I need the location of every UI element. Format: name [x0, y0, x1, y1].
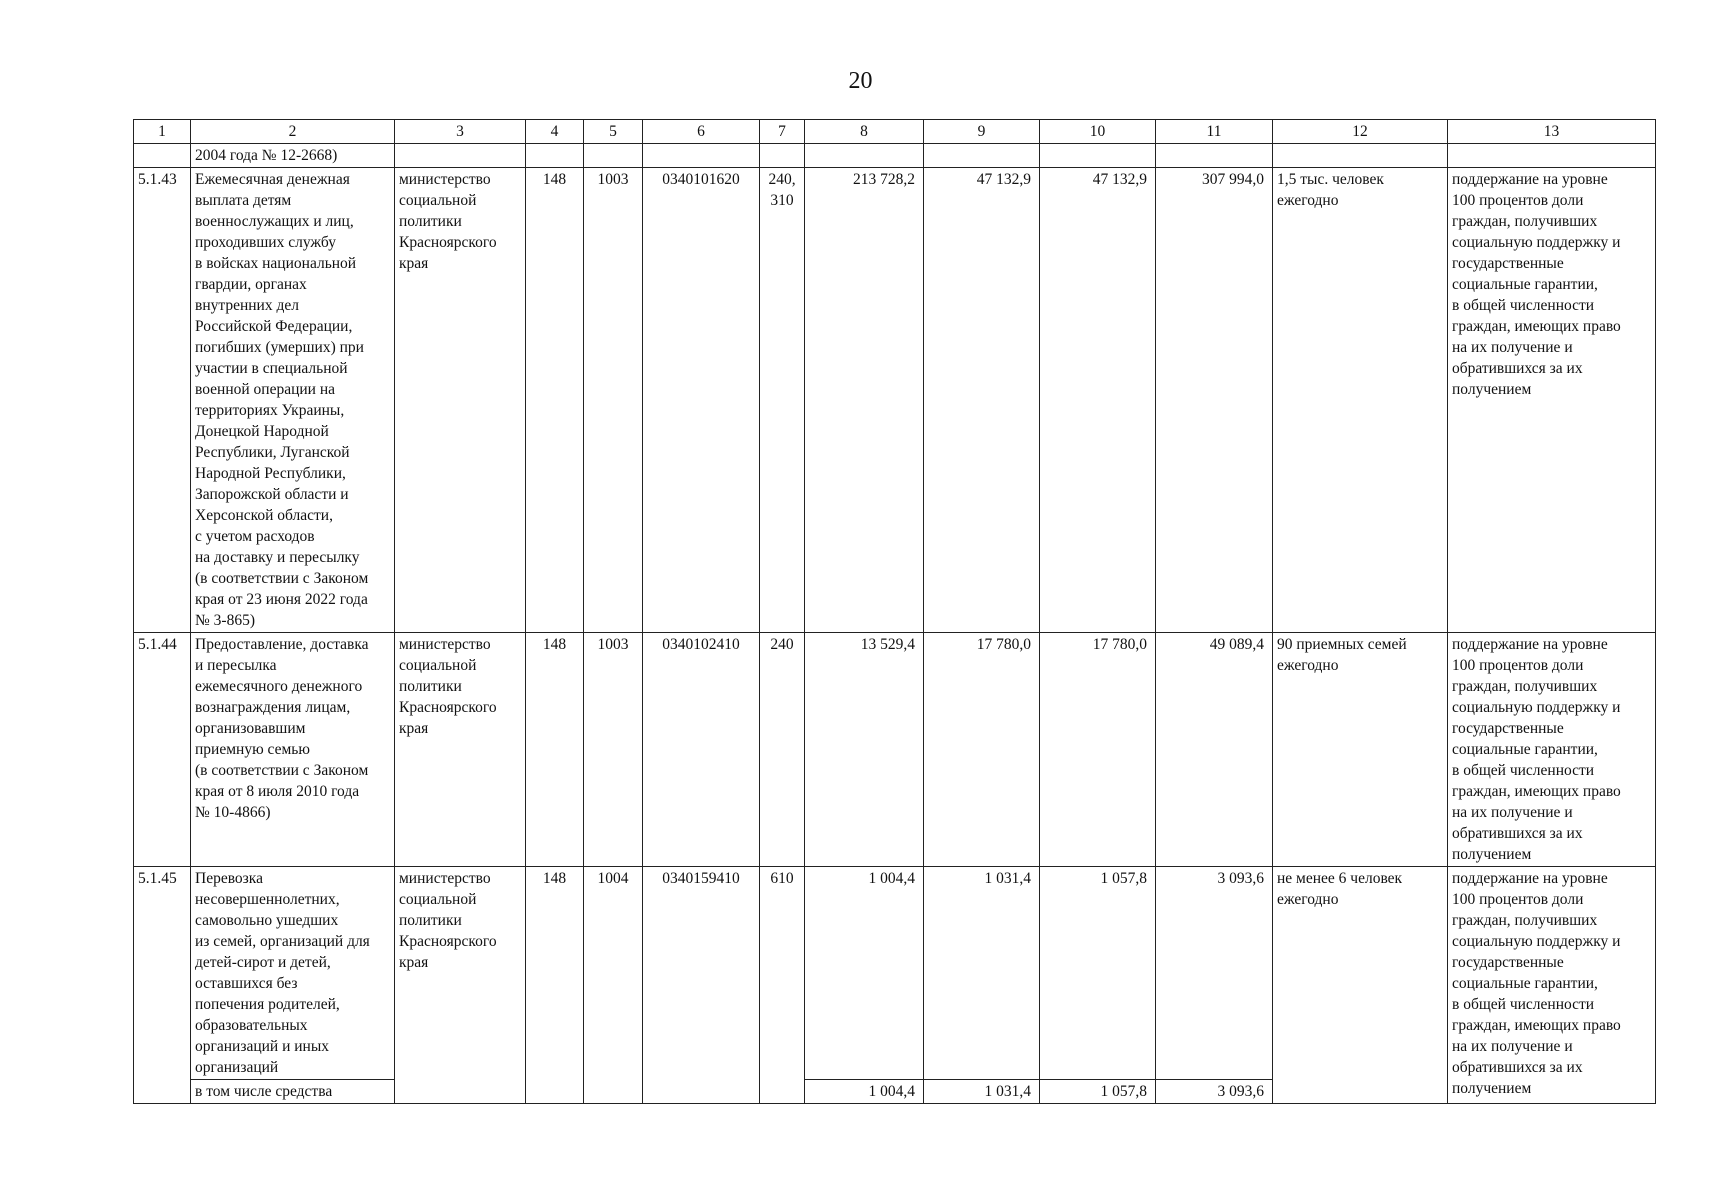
column-header: 5: [584, 120, 643, 144]
csr-code: 0340101620: [643, 168, 760, 633]
grbs-code: 148: [526, 168, 584, 633]
column-header: 12: [1273, 120, 1448, 144]
subtotal-year1: 1 004,4: [805, 1080, 924, 1104]
expected-result: 1,5 тыс. человек ежегодно: [1273, 168, 1448, 633]
column-header: 3: [395, 120, 526, 144]
subtotal-label: в том числе средства: [191, 1080, 395, 1104]
column-header: 9: [924, 120, 1040, 144]
activity-name: Перевозка несовершеннолетних, самовольно ушедших из семей, организаций для детей-сирот и детей, оставшихся без попечения родителей, образовательных организаций и иных организаций: [191, 867, 395, 1080]
rzpr-code: 1003: [584, 633, 643, 867]
rzpr-code: 1004: [584, 867, 643, 1104]
column-header: 13: [1448, 120, 1656, 144]
expected-result: не менее 6 человек ежегодно: [1273, 867, 1448, 1104]
subtotal-year2: 1 031,4: [924, 1080, 1040, 1104]
continuation-row: [134, 144, 1656, 168]
total-amount: 307 994,0: [1156, 168, 1273, 633]
goal-text: поддержание на уровне 100 процентов доли граждан, получивших социальную поддержку и государственные социальные гарантии, в общей численности граждан, имеющих право на их получение и обратившихся за их получением: [1448, 867, 1656, 1104]
executor: министерство социальной политики Красноярского края: [395, 168, 526, 633]
column-number-row: [134, 120, 1656, 144]
table-row: [134, 168, 1656, 633]
vr-code: 240, 310: [760, 168, 805, 633]
column-header: 7: [760, 120, 805, 144]
column-header: 2: [191, 120, 395, 144]
activity-name: Ежемесячная денежная выплата детям военнослужащих и лиц, проходивших службу в войсках национальной гвардии, органах внутренних дел Российской Федерации, погибших (умерших) при участии в специальной военной операции на территориях Украины, Донецкой Народной Республики, Луганской Народной Республики, Запорожской области и Херсонской области, с учетом расходов на доставку и пересылку (в соответствии с Законом края от 23 июня 2022 года № 3-865): [191, 168, 395, 633]
column-header: 6: [643, 120, 760, 144]
csr-code: 0340159410: [643, 867, 760, 1104]
year2-amount: 47 132,9: [924, 168, 1040, 633]
year1-amount: 213 728,2: [805, 168, 924, 633]
goal-text: поддержание на уровне 100 процентов доли граждан, получивших социальную поддержку и государственные социальные гарантии, в общей численности граждан, имеющих право на их получение и обратившихся за их получением: [1448, 633, 1656, 867]
activity-name: Предоставление, доставка и пересылка ежемесячного денежного вознаграждения лицам, организовавшим приемную семью (в соответствии с Законом края от 8 июля 2010 года № 10-4866): [191, 633, 395, 867]
executor: министерство социальной политики Красноярского края: [395, 633, 526, 867]
year2-amount: 1 031,4: [924, 867, 1040, 1080]
vr-code: 610: [760, 867, 805, 1104]
rzpr-code: 1003: [584, 168, 643, 633]
program-activities-table: [133, 119, 1656, 1104]
subtotal-total: 3 093,6: [1156, 1080, 1273, 1104]
total-amount: 49 089,4: [1156, 633, 1273, 867]
year1-amount: 13 529,4: [805, 633, 924, 867]
row-id: 5.1.43: [134, 168, 191, 633]
column-header: 8: [805, 120, 924, 144]
continuation-text: 2004 года № 12-2668): [191, 144, 395, 168]
year1-amount: 1 004,4: [805, 867, 924, 1080]
row-id: 5.1.45: [134, 867, 191, 1104]
year2-amount: 17 780,0: [924, 633, 1040, 867]
total-amount: 3 093,6: [1156, 867, 1273, 1080]
goal-text: поддержание на уровне 100 процентов доли граждан, получивших социальную поддержку и государственные социальные гарантии, в общей численности граждан, имеющих право на их получение и обратившихся за их получением: [1448, 168, 1656, 633]
year3-amount: 1 057,8: [1040, 867, 1156, 1080]
year3-amount: 17 780,0: [1040, 633, 1156, 867]
subtotal-year3: 1 057,8: [1040, 1080, 1156, 1104]
expected-result: 90 приемных семей ежегодно: [1273, 633, 1448, 867]
table-row: [134, 867, 1656, 1080]
table-row: [134, 633, 1656, 867]
column-header: 10: [1040, 120, 1156, 144]
year3-amount: 47 132,9: [1040, 168, 1156, 633]
page-number: 20: [848, 68, 873, 94]
grbs-code: 148: [526, 867, 584, 1104]
column-header: 11: [1156, 120, 1273, 144]
csr-code: 0340102410: [643, 633, 760, 867]
column-header: 4: [526, 120, 584, 144]
vr-code: 240: [760, 633, 805, 867]
executor: министерство социальной политики Красноярского края: [395, 867, 526, 1104]
column-header: 1: [134, 120, 191, 144]
row-id: 5.1.44: [134, 633, 191, 867]
grbs-code: 148: [526, 633, 584, 867]
